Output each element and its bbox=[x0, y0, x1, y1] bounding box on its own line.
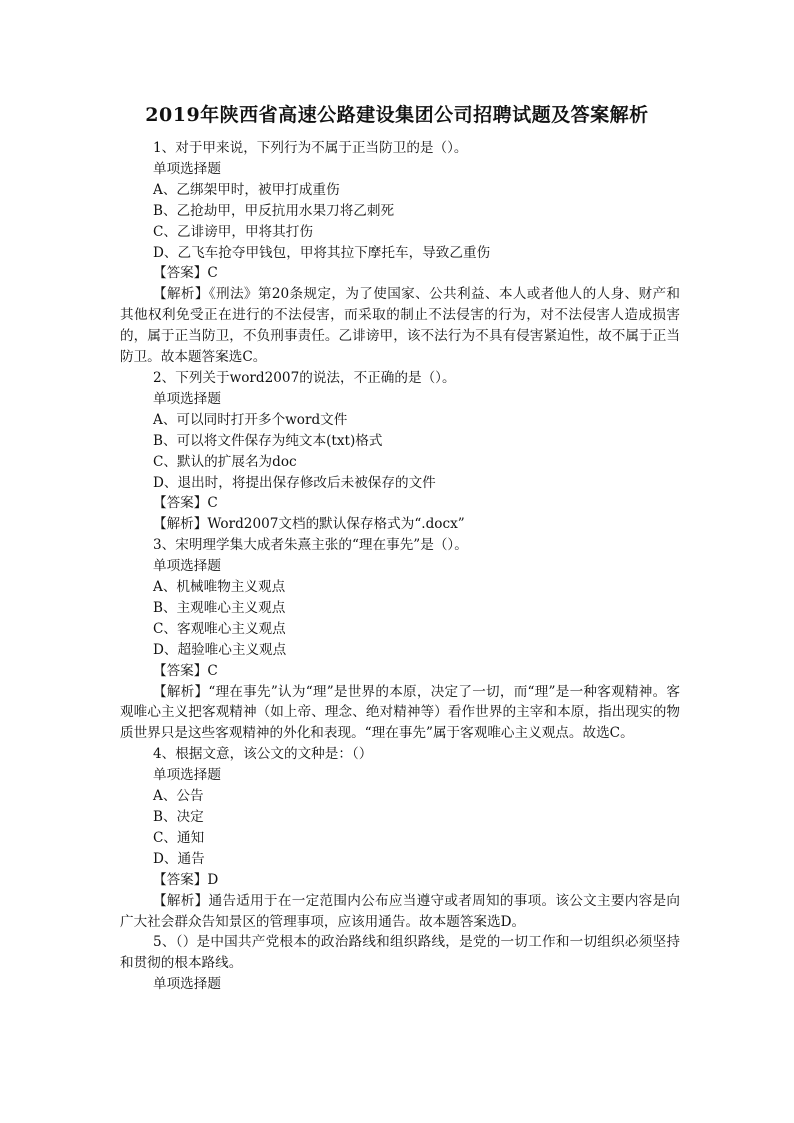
question-block bbox=[120, 535, 680, 744]
question-stem: 1、对于甲来说，下列行为不属于正当防卫的是（）。 bbox=[153, 140, 468, 156]
question-block bbox=[120, 138, 680, 368]
option-d: D、乙飞车抢夺甲钱包，甲将其拉下摩托车，导致乙重伤 bbox=[153, 244, 491, 261]
question-type: 单项选择题 bbox=[153, 160, 221, 177]
option-b: B、可以将文件保存为纯文本(txt)格式 bbox=[153, 432, 383, 449]
option-a: A、可以同时打开多个word文件 bbox=[153, 411, 348, 428]
option-d: D、超验唯心主义观点 bbox=[153, 641, 287, 658]
explanation: 【解析】Word2007文档的默认保存格式为“.docx” bbox=[153, 516, 465, 533]
question-type: 单项选择题 bbox=[153, 767, 221, 784]
option-b: B、决定 bbox=[153, 809, 204, 825]
option-d: D、通告 bbox=[153, 850, 205, 867]
question-type: 单项选择题 bbox=[153, 976, 221, 993]
option-c: C、默认的扩展名为doc bbox=[153, 453, 297, 470]
option-a: A、乙绑架甲时，被甲打成重伤 bbox=[153, 181, 340, 198]
question-stem: 3、宋明理学集大成者朱熹主张的“理在事先”是（）。 bbox=[153, 537, 468, 554]
explanation: 【解析】《刑法》第20条规定，为了使国家、公共利益、本人或者他人的人身、财产和其他权利免受正在进行的不法侵害，而采取的制止不法侵害的行为，对不法侵害人造成损害的，属于正当防卫，不负刑事责任。乙诽谤甲，该不法行为不具有侵害紧迫性，故不属于正当防卫。故本题答案选C。 bbox=[120, 286, 680, 366]
option-b: B、乙抢劫甲，甲反抗用水果刀将乙刺死 bbox=[153, 202, 395, 219]
question-type: 单项选择题 bbox=[153, 558, 221, 575]
document-title: 2019年陕西省高速公路建设集团公司招聘试题及答案解析 bbox=[145, 104, 649, 126]
question-stem: 2、下列关于word2007的说法，不正确的是（）。 bbox=[153, 369, 456, 386]
explanation: 【解析】“理在事先”认为“理”是世界的本原，决定了一切，而“理”是一种客观精神。客观唯心主义把客观精神（如上帝、理念、绝对精神等）看作世界的主宰和本原，指出现实的物质世界只是这些客观精神的外化和表现。“理在事先”属于客观唯心主义观点。故选C。 bbox=[120, 683, 680, 742]
question-type: 单项选择题 bbox=[153, 390, 221, 407]
option-c: C、客观唯心主义观点 bbox=[153, 620, 286, 637]
option-b: B、主观唯心主义观点 bbox=[153, 599, 286, 616]
question-block bbox=[120, 932, 680, 995]
answer-line: 【答案】C bbox=[153, 265, 218, 282]
question-list bbox=[120, 138, 680, 995]
option-c: C、通知 bbox=[153, 829, 205, 846]
question-block bbox=[120, 744, 680, 932]
question-stem: 5、（）是中国共产党根本的政治路线和组织路线，是党的一切工作和一切组织必须坚持和贯彻的根本路线。 bbox=[120, 934, 680, 972]
option-a: A、机械唯物主义观点 bbox=[153, 579, 286, 596]
option-d: D、退出时，将提出保存修改后未被保存的文件 bbox=[153, 474, 436, 491]
answer-line: 【答案】C bbox=[153, 662, 218, 679]
option-c: C、乙诽谤甲，甲将其打伤 bbox=[153, 223, 313, 240]
option-a: A、公告 bbox=[153, 788, 204, 805]
answer-line: 【答案】C bbox=[153, 495, 218, 512]
question-stem: 4、根据文意，该公文的文种是：（） bbox=[153, 746, 373, 763]
question-block bbox=[120, 368, 680, 535]
answer-line: 【答案】D bbox=[153, 871, 219, 888]
explanation: 【解析】通告适用于在一定范围内公布应当遵守或者周知的事项。该公文主要内容是向广大社会群众告知景区的管理事项，应该用通告。故本题答案选D。 bbox=[120, 892, 680, 930]
